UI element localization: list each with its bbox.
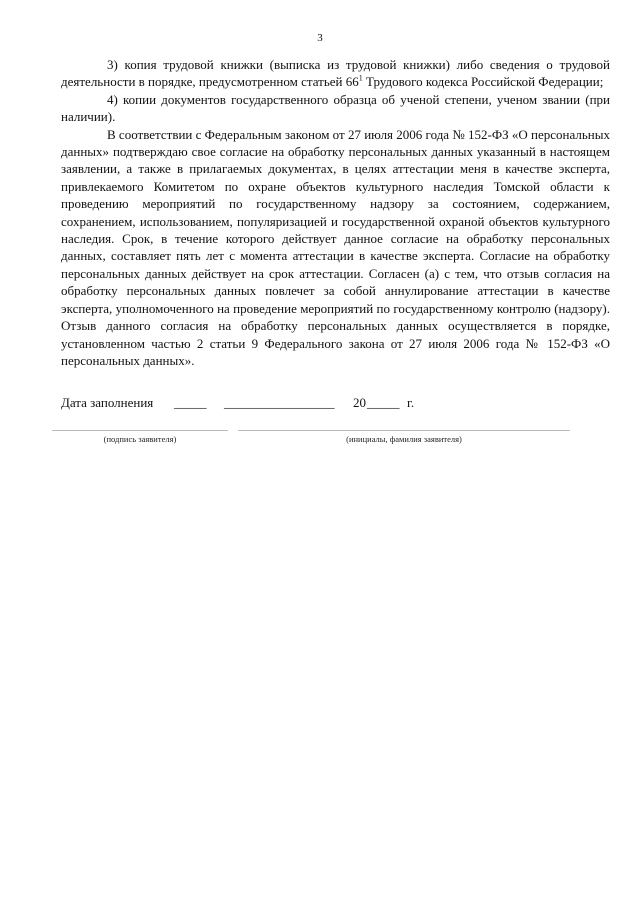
paragraph-item-4: 4) копии документов государственного образца об ученой степени, ученом звании (при наличии). xyxy=(61,91,610,125)
signature-block xyxy=(52,430,572,450)
date-label: Дата заполнения xyxy=(61,395,154,410)
year-blank: _____ xyxy=(367,395,400,410)
paragraph-item-3-text-end: Трудового кодекса Российской Федерации; xyxy=(362,74,604,90)
date-fill-line xyxy=(61,395,610,415)
year-prefix: 20 xyxy=(353,395,366,410)
paragraph-item-3 xyxy=(61,56,610,91)
signature-underline xyxy=(52,430,228,431)
signature-caption: (подпись заявителя) xyxy=(103,434,177,444)
name-underline xyxy=(238,430,570,431)
day-blank: _____ xyxy=(174,395,207,410)
month-blank: _________________ xyxy=(224,395,335,410)
superscript-mark: 1 xyxy=(358,74,363,84)
name-caption: (инициалы, фамилия заявителя) xyxy=(346,434,462,444)
paragraph-item-3-text: 3) копия трудовой книжки (выписка из трудовой книжки) либо сведения о трудовой деятельности в порядке, предусмотренном статьей 66 xyxy=(61,57,610,90)
document-body xyxy=(61,56,610,369)
year-suffix: г. xyxy=(407,395,415,410)
paragraph-consent: В соответствии с Федеральным законом от 27 июля 2006 года № 152-ФЗ «О персональных данных» подтверждаю свое согласие на обработку персональных данных указанный в настоящем заявлении, а также в прилагаемых документах, в целях аттестации меня в качестве эксперта, привлекаемого Комитетом по охране объектов культурного наследия Томской области к проведению мероприятий по государственному надзору за состоянием, содержанием, сохранением, использованием, популяризацией и государственной охраной объектов культурного наследия. Срок, в течение которого действует данное согласие на обработку персональных данных, составляет пять лет с момента аттестации в качестве эксперта. Согласие на обработку персональных данных действует на срок аттестации. Согласен (а) с тем, что отзыв согласия на обработку персональных данных повлечет за собой аннулирование аттестации в качестве эксперта, уполномоченного на проведение мероприятий по государственному контролю (надзору). Отзыв данного согласия на обработку персональных данных осуществляется в порядке, установленном частью 2 статьи 9 Федерального закона от 27 июля 2006 года № 152-ФЗ «О персональных данных». xyxy=(61,126,610,368)
page-number: 3 xyxy=(317,32,323,44)
